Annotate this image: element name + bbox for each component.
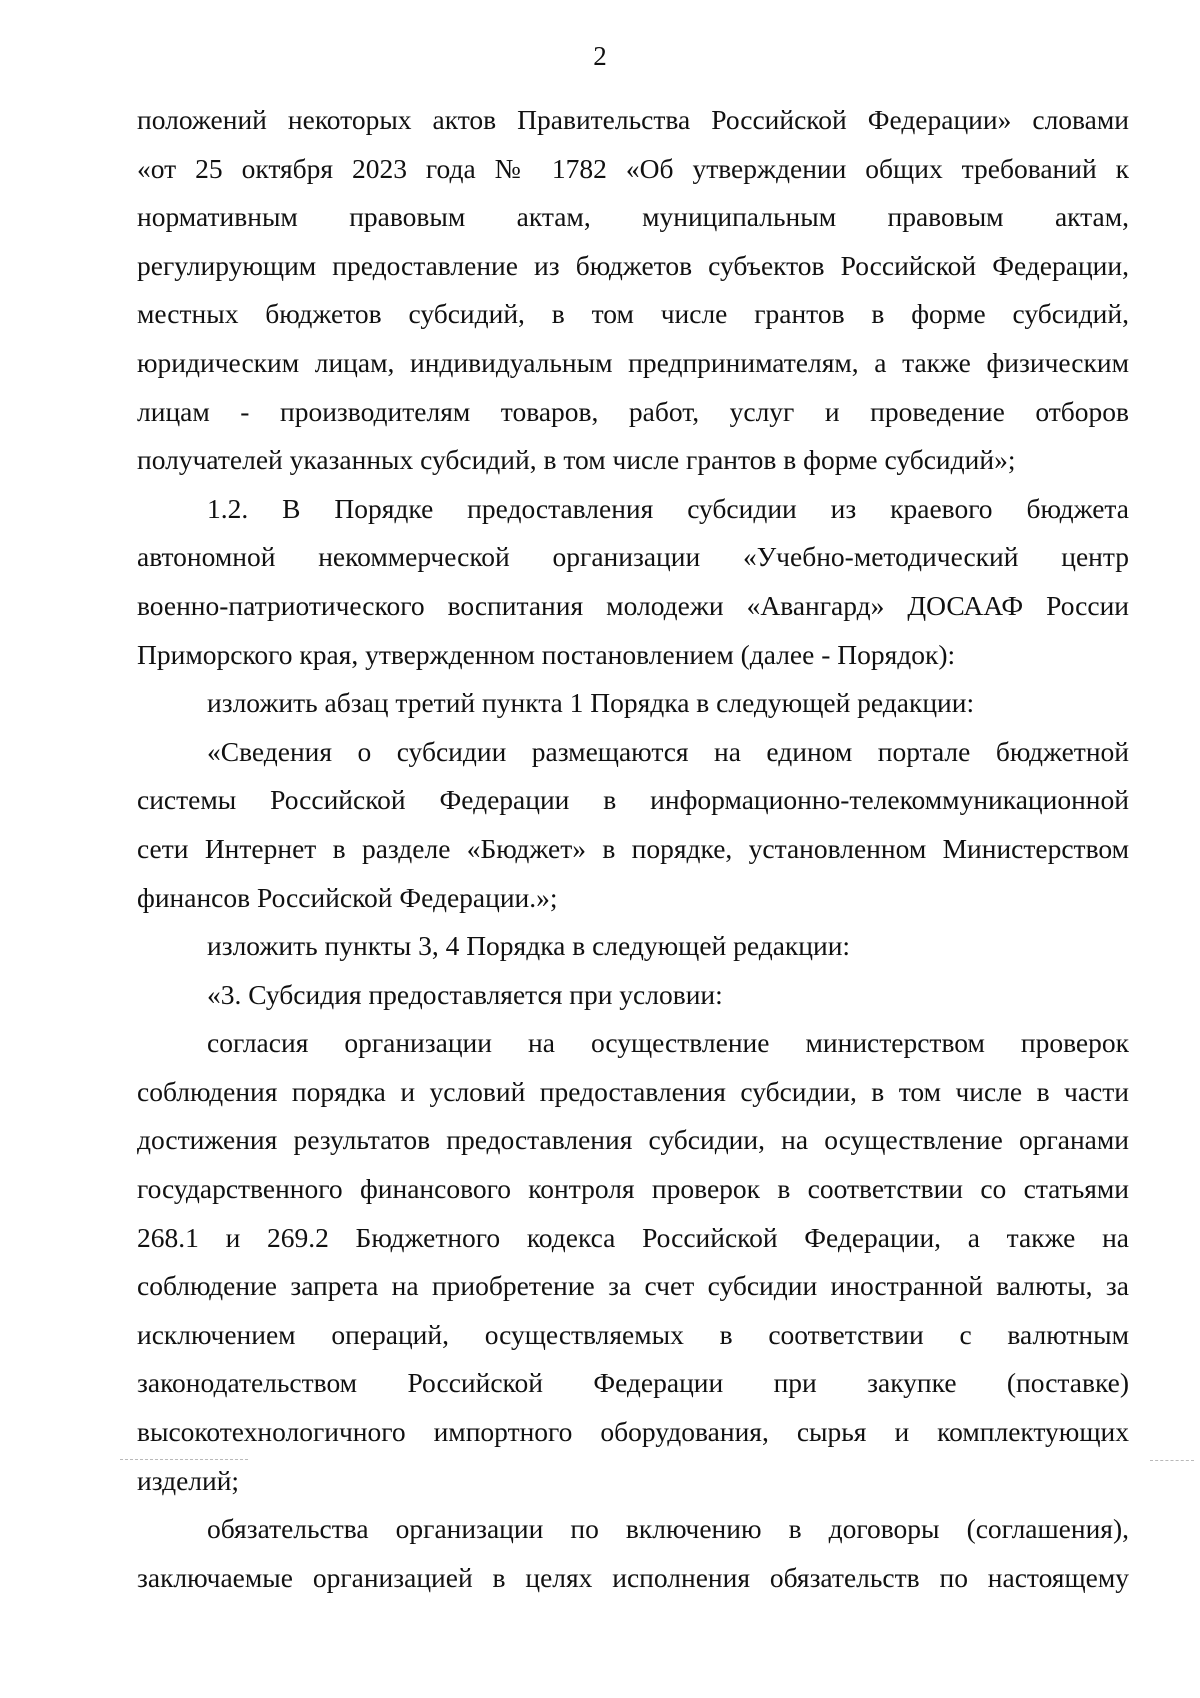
page-number: 2 <box>593 41 607 71</box>
text-line: нормативным правовым актам, муниципальным правовым актам, <box>137 201 1129 233</box>
text-line: достижения результатов предоставления субсидии, на осуществление органами <box>137 1124 1129 1156</box>
text-line: автономной некоммерческой организации «Учебно-методический центр <box>137 541 1129 573</box>
text-line: лицам - производителям товаров, работ, услуг и проведение отборов <box>137 395 1129 427</box>
document-body <box>137 96 1129 1602</box>
text-line: системы Российской Федерации в информационно-телекоммуникационной <box>137 784 1129 816</box>
text-line: юридическим лицам, индивидуальным предпринимателям, а также физическим <box>137 346 1129 378</box>
text-line: Приморского края, утвержденном постановлением (далее - Порядок): <box>137 638 956 670</box>
scan-artifact-right <box>1150 1460 1194 1461</box>
text-line: сети Интернет в разделе «Бюджет» в порядке, установленном Министерством <box>137 832 1129 864</box>
scan-artifact-left <box>120 1459 248 1460</box>
text-line: обязательства организации по включению в договоры (соглашения), <box>207 1513 1129 1545</box>
text-line: получателей указанных субсидий, в том числе грантов в форме субсидий»; <box>137 444 1016 476</box>
text-line: заключаемые организацией в целях исполнения обязательств по настоящему <box>137 1561 1129 1593</box>
text-line: местных бюджетов субсидий, в том числе грантов в форме субсидий, <box>137 298 1129 330</box>
text-line: изложить пункты 3, 4 Порядка в следующей редакции: <box>207 930 851 962</box>
text-line: государственного финансового контроля проверок в соответствии со статьями <box>137 1173 1129 1205</box>
text-line: законодательством Российской Федерации при закупке (поставке) <box>137 1367 1129 1399</box>
text-line: согласия организации на осуществление министерством проверок <box>207 1027 1129 1059</box>
text-line: высокотехнологичного импортного оборудования, сырья и комплектующих <box>137 1416 1129 1448</box>
text-line: «3. Субсидия предоставляется при условии: <box>207 978 723 1010</box>
text-line: 1.2. В Порядке предоставления субсидии из краевого бюджета <box>207 492 1129 524</box>
text-line: военно-патриотического воспитания молодежи «Авангард» ДОСААФ России <box>137 589 1129 621</box>
text-line: изделий; <box>137 1464 240 1496</box>
text-line: «от 25 октября 2023 года № 1782 «Об утверждении общих требований к <box>137 152 1129 184</box>
text-line: изложить абзац третий пункта 1 Порядка в следующей редакции: <box>207 687 975 719</box>
text-line: «Сведения о субсидии размещаются на едином портале бюджетной <box>207 735 1129 767</box>
text-line: 268.1 и 269.2 Бюджетного кодекса Российской Федерации, а также на <box>137 1221 1129 1253</box>
text-line: соблюдения порядка и условий предоставления субсидии, в том числе в части <box>137 1075 1129 1107</box>
text-line: соблюдение запрета на приобретение за счет субсидии иностранной валюты, за <box>137 1270 1129 1302</box>
text-line: регулирующим предоставление из бюджетов субъектов Российской Федерации, <box>137 249 1129 281</box>
text-line: положений некоторых актов Правительства Российской Федерации» словами <box>137 104 1129 135</box>
text-line: исключением операций, осуществляемых в соответствии с валютным <box>137 1318 1129 1350</box>
text-line: финансов Российской Федерации.»; <box>137 881 558 913</box>
